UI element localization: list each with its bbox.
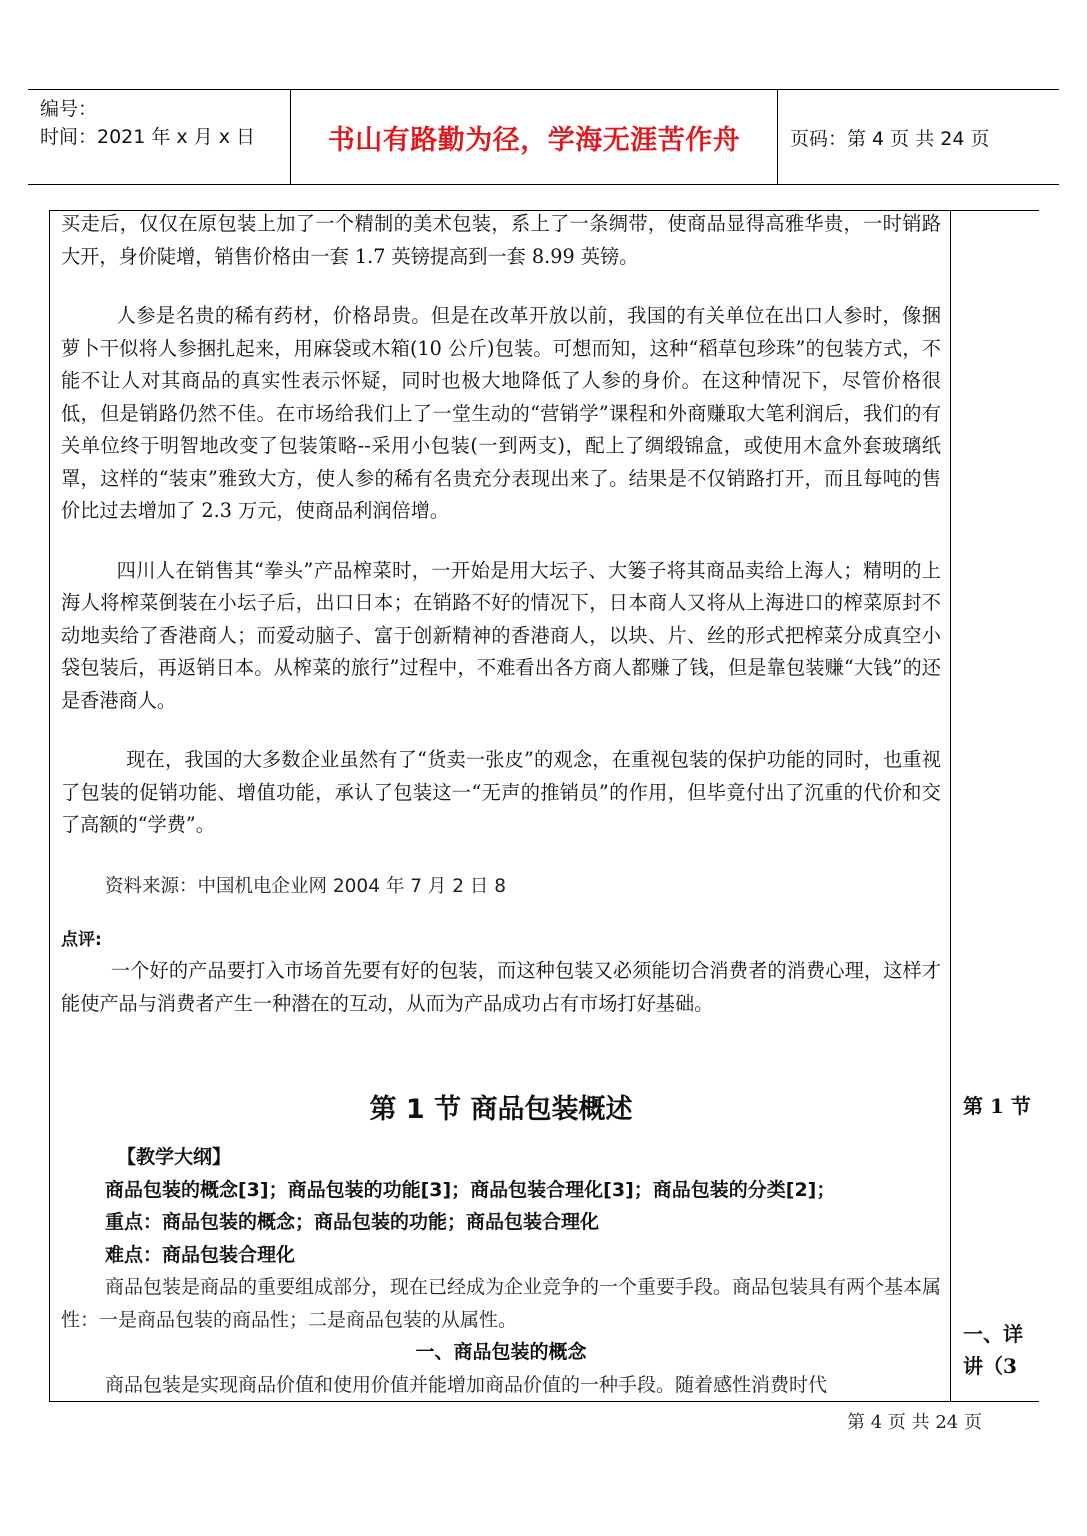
section-title: 第 1 节 商品包装概述: [369, 1094, 633, 1125]
page-header: [28, 89, 1059, 185]
table-left-border: [49, 210, 50, 1402]
paragraph: 四川人在销售其“拳头”产品榨菜时，一开始是用大坛子、大篓子将其商品卖给上海人；精明的上海人将榨菜倒装在小坛子后，出口日本；在销路不好的情况下，日本商人又将从上海进口的榨菜原封不动地卖给了香港商人；而爱动脑子、富于创新精神的香港商人，以块、片、丝的形式把榨菜分成真空小袋包装后，再返销日本。从榨菜的旅行”过程中，不难看出各方商人都赚了钱，但是靠包装赚“大钱”的还是香港商人。: [61, 558, 941, 712]
outline-label: 【教学大纲】: [117, 1146, 232, 1168]
subsection-text: 商品包装是实现商品价值和使用价值并能增加商品价值的一种手段。随着感性消费时代: [105, 1373, 828, 1396]
header-divider: [777, 90, 778, 184]
paragraph: 人参是名贵的稀有药材，价格昂贵。但是在改革开放以前，我国的有关单位在出口人参时，像捆萝卜干似将人参捆扎起来，用麻袋或木箱(10 公斤)包装。可想而知，这种“稻草包珍珠”的包装方式，不能不让人对其商品的真实性表示怀疑，同时也极大地降低了人参的身价。在这种情况下，尽管价格很低，但是销路仍然不佳。在市场给我们上了一堂生动的“营销学”课程和外商赚取大笔利润后，我们的有关单位终于明智地改变了包装策略--采用小包装(一到两支)，配上了绸缎锦盒，或使用木盒外套玻璃纸罩，这样的“装束”雅致大方，使人参的稀有名贵充分表现出来了。结果是不仅销路打开，而且每吨的售价比过去增加了 2.3 万元，使商品利润倍增。: [61, 304, 941, 522]
table-column-divider: [950, 210, 951, 1402]
side-note-line: 讲（3: [963, 1354, 1017, 1378]
key-points: 重点：商品包装的概念；商品包装的功能；商品包装合理化: [105, 1211, 600, 1233]
review-text: 一个好的产品要打入市场首先要有好的包装，而这种包装又必须能切合消费者的消费心理，这样才能使产品与消费者产生一种潜在的互动，从而为产品成功占有市场打好基础。: [61, 959, 941, 1015]
paragraph: 买走后，仅仅在原包装上加了一个精制的美术包装，系上了一条绸带，使商品显得高雅华贵，一时销路大开，身价陡增，销售价格由一套 1.7 英镑提高到一套 8.99 英镑。: [61, 212, 941, 268]
side-note-section: 第 1 节: [963, 1094, 1031, 1118]
page-footer: 第 4 页 共 24 页: [847, 1412, 982, 1433]
review-label: 点评:: [61, 930, 102, 950]
header-meta: [28, 90, 290, 184]
main-content: [61, 208, 941, 1020]
doc-date: 时间：2021 年 x 月 x 日: [40, 126, 256, 148]
header-page-info: 页码：第 4 页 共 24 页: [790, 127, 990, 150]
difficulty-points: 难点：商品包装合理化: [105, 1243, 296, 1266]
paragraph: 现在，我国的大多数企业虽然有了“货卖一张皮”的观念，在重视包装的保护功能的同时，也重视了包装的促销功能、增值功能，承认了包装这一“无声的推销员”的作用，但毕竟付出了沉重的代价和交了高额的“学费”。: [61, 748, 941, 836]
section-intro: 商品包装是商品的重要组成部分，现在已经成为企业竞争的一个重要手段。商品包装具有两个基本属性：一是商品包装的商品性；二是商品包装的从属性。: [61, 1276, 942, 1331]
outline-items: 商品包装的概念[3]；商品包装的功能[3]；商品包装合理化[3]；商品包装的分类[2]；: [105, 1178, 836, 1201]
side-note-line: 一、详: [963, 1322, 1023, 1346]
header-motto: 书山有路勤为径，学海无涯苦作舟: [327, 124, 741, 156]
subheading: 一、商品包装的概念: [415, 1341, 587, 1363]
source-citation: 资料来源：中国机电企业网 2004 年 7 月 2 日 8: [105, 875, 507, 897]
section-outline: [61, 1141, 941, 1401]
table-bottom-border: [49, 1401, 1039, 1402]
side-note-detail: [963, 1318, 1023, 1382]
doc-number-label: 编号：: [40, 98, 98, 120]
